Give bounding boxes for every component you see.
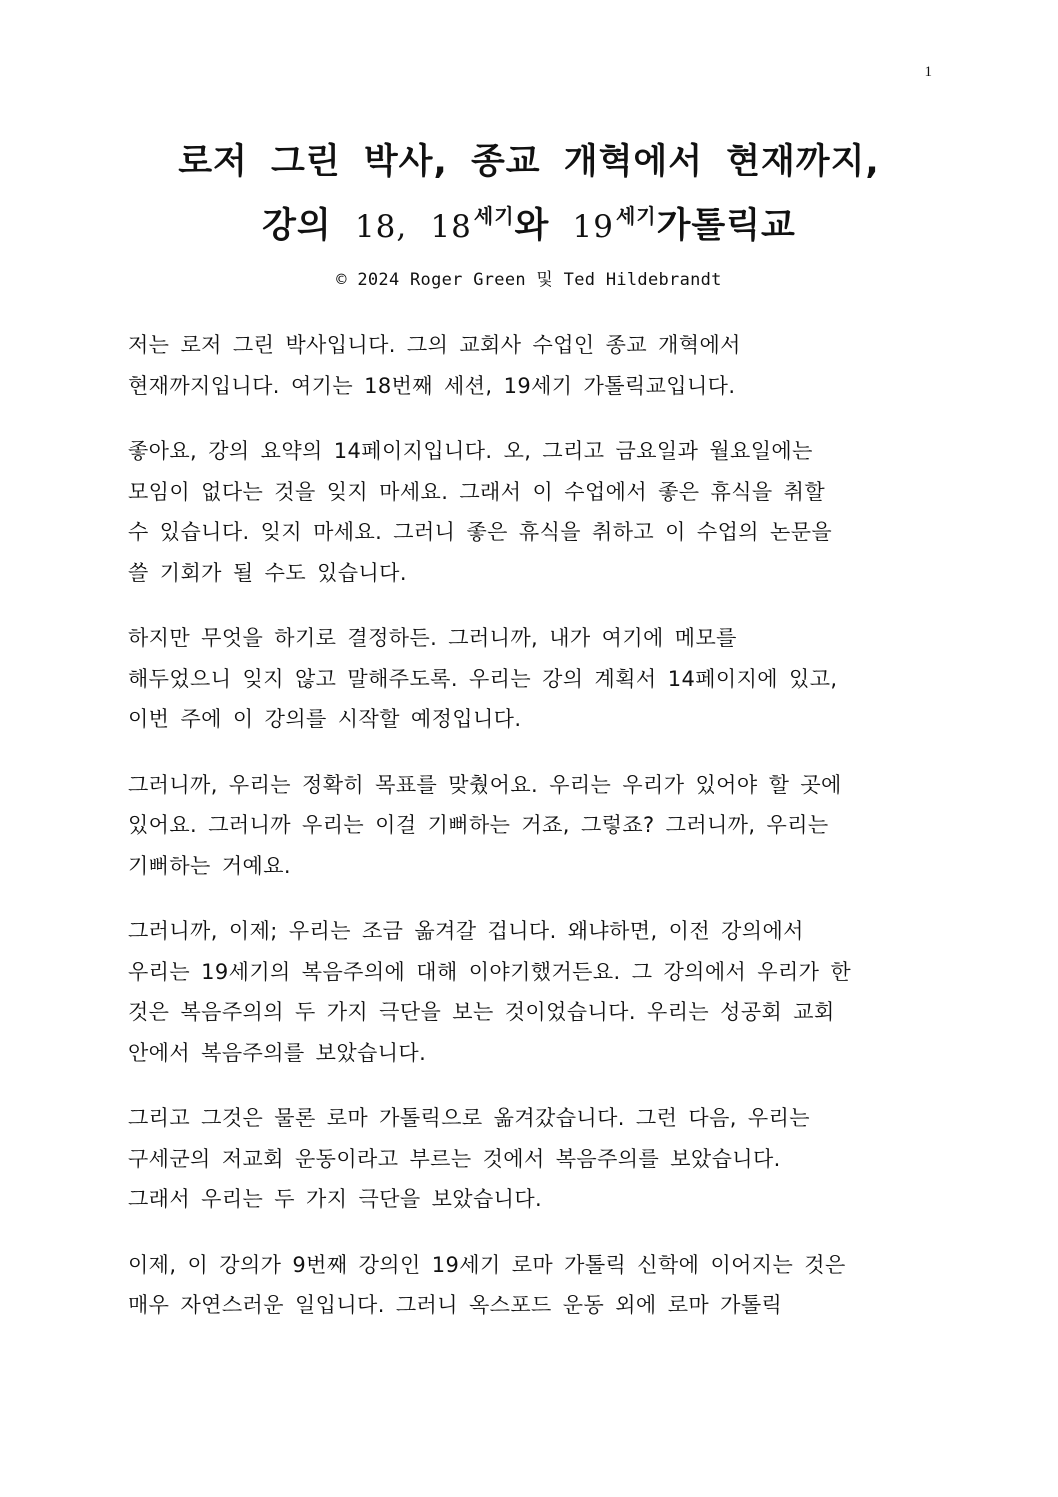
paragraph-5 <box>128 911 938 1073</box>
paragraph-line: 하지만 무엇을 하기로 결정하든. 그러니까, 내가 여기에 메모를 <box>128 626 737 650</box>
paragraph-4 <box>128 765 938 887</box>
paragraph-6 <box>128 1098 938 1220</box>
paragraph-line: 이제, 이 강의가 9번째 강의인 19세기 로마 가톨릭 신학에 이어지는 것은 <box>128 1252 846 1277</box>
paragraph-line: 수 있습니다. 잊지 마세요. 그러니 좋은 휴식을 취하고 이 수업의 논문을 <box>128 520 833 544</box>
document-title <box>80 130 978 259</box>
paragraph-2 <box>128 431 938 593</box>
title-conjunction: 와 <box>514 206 550 246</box>
paragraph-7 <box>128 1245 938 1326</box>
paragraph-line: 것은 복음주의의 두 가지 극단을 보는 것이었습니다. 우리는 성공회 교회 <box>128 1000 835 1024</box>
paragraph-3 <box>128 618 938 740</box>
copyright-notice: © 2024 Roger Green 및 Ted Hildebrandt <box>336 270 722 290</box>
title-line-1: 로저 그린 박사, 종교 개혁에서 현재까지, <box>178 142 880 182</box>
title-century-label-1: 세기 <box>473 204 515 228</box>
paragraph-line: 그러니까, 이제; 우리는 조금 옮겨갈 겁니다. 왜냐하면, 이전 강의에서 <box>128 919 804 943</box>
paragraph-1 <box>128 325 938 406</box>
paragraph-line: 매우 자연스러운 일입니다. 그러니 옥스포드 운동 외에 로마 가톨릭 <box>128 1293 783 1317</box>
title-topic: 가톨릭교 <box>656 206 796 246</box>
title-lecture-number: 18, <box>354 209 408 245</box>
paragraph-line: 기뻐하는 거예요. <box>128 853 291 878</box>
paragraph-line: 이번 주에 이 강의를 시작할 예정입니다. <box>128 707 522 731</box>
title-line-2 <box>80 194 978 259</box>
paragraph-line: 우리는 19세기의 복음주의에 대해 이야기했거든요. 그 강의에서 우리가 한 <box>128 959 852 984</box>
title-lecture-word: 강의 <box>262 206 332 246</box>
paragraph-line: 모임이 없다는 것을 잊지 마세요. 그래서 이 수업에서 좋은 휴식을 취할 <box>128 479 826 504</box>
paragraph-line: 그러니까, 우리는 정확히 목표를 맞췄어요. 우리는 우리가 있어야 할 곳에 <box>128 772 842 797</box>
paragraph-line: 현재까지입니다. 여기는 18번째 세션, 19세기 가톨릭교입니다. <box>128 373 736 398</box>
paragraph-line: 해두었으니 잊지 않고 말해주도록. 우리는 강의 계획서 14페이지에 있고, <box>128 666 838 691</box>
title-century-label-2: 세기 <box>615 204 657 228</box>
paragraph-line: 안에서 복음주의를 보았습니다. <box>128 1040 427 1065</box>
paragraph-line: 좋아요, 강의 요약의 14페이지입니다. 오, 그리고 금요일과 월요일에는 <box>128 439 813 463</box>
page-number: 1 <box>924 64 932 80</box>
paragraph-line: 그리고 그것은 물론 로마 가톨릭으로 옮겨갔습니다. 그런 다음, 우리는 <box>128 1106 810 1130</box>
paragraph-line: 구세군의 저교회 운동이라고 부르는 것에서 복음주의를 보았습니다. <box>128 1146 781 1171</box>
paragraph-line: 저는 로저 그린 박사입니다. 그의 교회사 수업인 종교 개혁에서 <box>128 333 741 357</box>
title-century-18: 18 <box>430 209 472 245</box>
title-century-19: 19 <box>572 209 614 245</box>
transcript-body <box>128 325 938 1351</box>
paragraph-line: 있어요. 그러니까 우리는 이걸 기뻐하는 거죠, 그렇죠? 그러니까, 우리는 <box>128 813 829 837</box>
paragraph-line: 쓸 기회가 될 수도 있습니다. <box>128 560 407 585</box>
paragraph-line: 그래서 우리는 두 가지 극단을 보았습니다. <box>128 1187 543 1211</box>
